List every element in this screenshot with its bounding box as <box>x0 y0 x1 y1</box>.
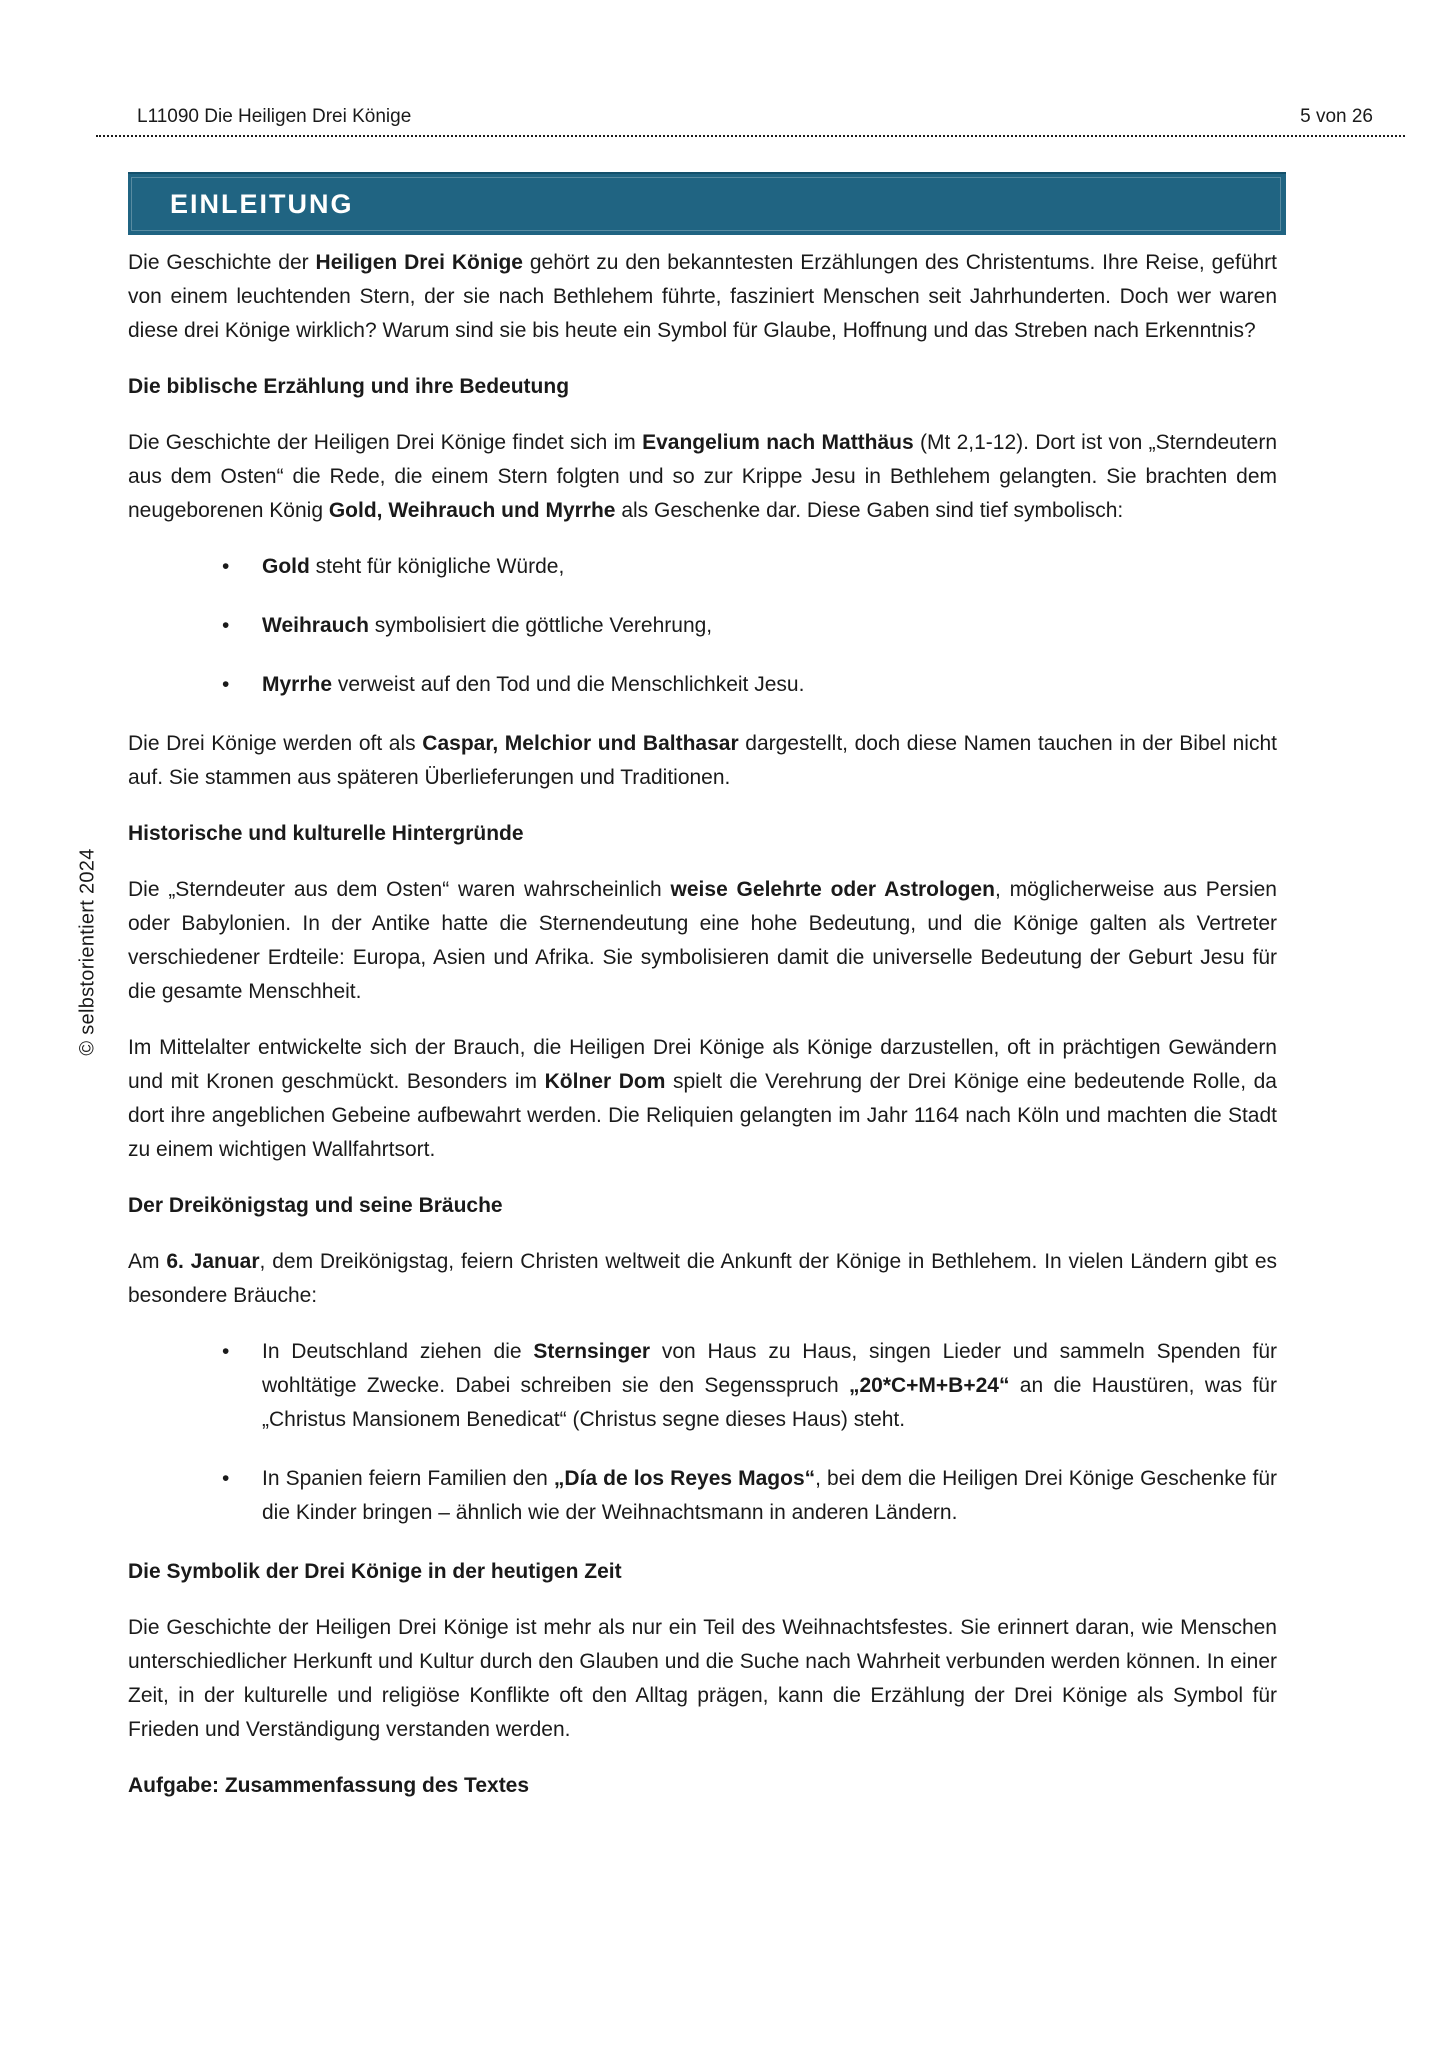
bold-text-run: Heiligen Drei Könige <box>315 251 523 274</box>
list-item <box>262 668 1277 702</box>
bold-text-run: Historische und kulturelle Hintergründe <box>128 822 524 845</box>
text-run: dargestellt, doch diese Namen tauchen in der Bibel nicht auf. Sie stammen aus späteren Überlieferungen und Traditionen. <box>128 732 1277 789</box>
text-run: Im Mittelalter entwickelte sich der Brauch, die Heiligen Drei Könige als Könige darzustellen, oft in prächtigen Gewändern und mit Kronen geschmückt. Besonders im <box>128 1036 1277 1093</box>
text-run: Die „Sterndeuter aus dem Osten“ waren wahrscheinlich <box>128 878 671 901</box>
bold-text-run: Caspar, Melchior und Balthasar <box>422 732 739 755</box>
text-run: an die Haustüren, was für „Christus Mansionem Benedicat“ (Christus segne dieses Haus) steht. <box>262 1374 1277 1431</box>
document-code: L11090 Die Heiligen Drei Könige <box>137 106 412 127</box>
text-run: In Deutschland ziehen die <box>262 1340 534 1363</box>
text-run: In Spanien feiern Familien den <box>262 1467 554 1490</box>
bold-text-run: Gold, Weihrauch und Myrrhe <box>328 499 616 522</box>
text-run: verweist auf den Tod und die Menschlichkeit Jesu. <box>332 673 805 696</box>
bold-text-run: „Día de los Reyes Magos“ <box>553 1467 816 1490</box>
text-run: Die Geschichte der <box>128 251 316 274</box>
bold-text-run: Myrrhe <box>262 673 333 696</box>
paragraph <box>128 246 1277 348</box>
section-heading <box>128 370 1277 404</box>
bold-text-run: Die Symbolik der Drei Könige in der heutigen Zeit <box>128 1560 622 1583</box>
copyright-note: © selbstorientiert 2024 <box>76 848 99 1056</box>
text-run: , bei dem die Heiligen Drei Könige Geschenke für die Kinder bringen – ähnlich wie der Weihnachtsmann in anderen Ländern. <box>262 1467 1278 1524</box>
text-run: , dem Dreikönigstag, feiern Christen weltweit die Ankunft der Könige in Bethlehem. In vielen Ländern gibt es besondere Bräuche: <box>128 1250 1277 1307</box>
paragraph <box>128 1031 1277 1167</box>
bold-text-run: „20*C+M+B+24“ <box>848 1374 1010 1397</box>
text-run: Am <box>128 1250 167 1273</box>
section-banner <box>128 172 1286 235</box>
text-run: spielt die Verehrung der Drei Könige eine bedeutende Rolle, da dort ihre angeblichen Gebeine aufbewahrt werden. Die Reliquien gelangten im Jahr 1164 nach Köln und machten die Stadt zu einem wichtigen Wallfahrtsort. <box>128 1070 1277 1161</box>
text-run: Die Drei Könige werden oft als <box>128 732 423 755</box>
bold-text-run: 6. Januar <box>166 1250 260 1273</box>
paragraph <box>128 1245 1277 1313</box>
section-heading <box>128 1189 1277 1223</box>
paragraph <box>128 727 1277 795</box>
paragraph <box>128 873 1277 1009</box>
section-heading <box>128 1769 1277 1803</box>
section-heading <box>128 1555 1277 1589</box>
bold-text-run: Aufgabe: Zusammenfassung des Textes <box>128 1774 530 1797</box>
section-banner-title: EINLEITUNG <box>170 189 354 219</box>
text-run: (Mt 2,1-12). Dort ist von „Sterndeutern aus dem Osten“ die Rede, die einem Stern folgten und so zur Krippe Jesu in Bethlehem gelangten. Sie brachten dem neugeborenen König <box>128 431 1278 522</box>
bold-text-run: Sternsinger <box>533 1340 651 1363</box>
list-item <box>262 550 1277 584</box>
text-run: von Haus zu Haus, singen Lieder und sammeln Spenden für wohltätige Zwecke. Dabei schreiben sie den Segensspruch <box>262 1340 1277 1397</box>
bold-text-run: Kölner Dom <box>544 1070 666 1093</box>
text-run: Die Geschichte der Heiligen Drei Könige findet sich im <box>128 431 643 454</box>
text-run: Die Geschichte der Heiligen Drei Könige ist mehr als nur ein Teil des Weihnachtsfestes. Sie erinnert daran, wie Menschen unterschiedlicher Herkunft und Kultur durch den Glauben und die Suche nach Wahrheit verbunden werden können. In einer Zeit, in der kulturelle und religiöse Konflikte oft den Alltag prägen, kann die Erzählung der Drei Könige als Symbol für Frieden und Verständigung verstanden werden. <box>128 1616 1277 1741</box>
bold-text-run: Die biblische Erzählung und ihre Bedeutung <box>128 375 570 398</box>
paragraph <box>128 426 1277 528</box>
text-run: gehört zu den bekanntesten Erzählungen des Christentums. Ihre Reise, geführt von einem leuchtenden Stern, der sie nach Bethlehem führte, fasziniert Menschen seit Jahrhunderten. Doch wer waren diese drei Könige wirklich? Warum sind sie bis heute ein Symbol für Glaube, Hoffnung und das Streben nach Erkenntnis? <box>128 251 1277 342</box>
document-body <box>128 246 1277 1825</box>
section-heading <box>128 817 1277 851</box>
text-run: steht für königliche Würde, <box>309 555 565 578</box>
list-item <box>262 1335 1277 1437</box>
bold-text-run: Weihrauch <box>262 614 369 637</box>
bold-text-run: Evangelium nach Matthäus <box>642 431 914 454</box>
page-header <box>96 106 1405 137</box>
text-run: symbolisiert die göttliche Verehrung, <box>368 614 713 637</box>
bold-text-run: weise Gelehrte oder Astrologen <box>670 878 995 901</box>
list-item <box>262 1462 1277 1530</box>
bold-text-run: Gold <box>262 555 310 578</box>
text-run: , möglicherweise aus Persien oder Babylonien. In der Antike hatte die Sternendeutung eine hohe Bedeutung, und die Könige galten als Vertreter verschiedener Erdteile: Europa, Asien und Afrika. Sie symbolisieren damit die universelle Bedeutung der Geburt Jesu für die gesamte Menschheit. <box>128 878 1277 1003</box>
list-item <box>262 609 1277 643</box>
bullet-list <box>128 550 1277 702</box>
page-number: 5 von 26 <box>1300 106 1373 127</box>
text-run: als Geschenke dar. Diese Gaben sind tief symbolisch: <box>615 499 1124 522</box>
paragraph <box>128 1611 1277 1747</box>
bold-text-run: Der Dreikönigstag und seine Bräuche <box>128 1194 503 1217</box>
bullet-list <box>128 1335 1277 1530</box>
